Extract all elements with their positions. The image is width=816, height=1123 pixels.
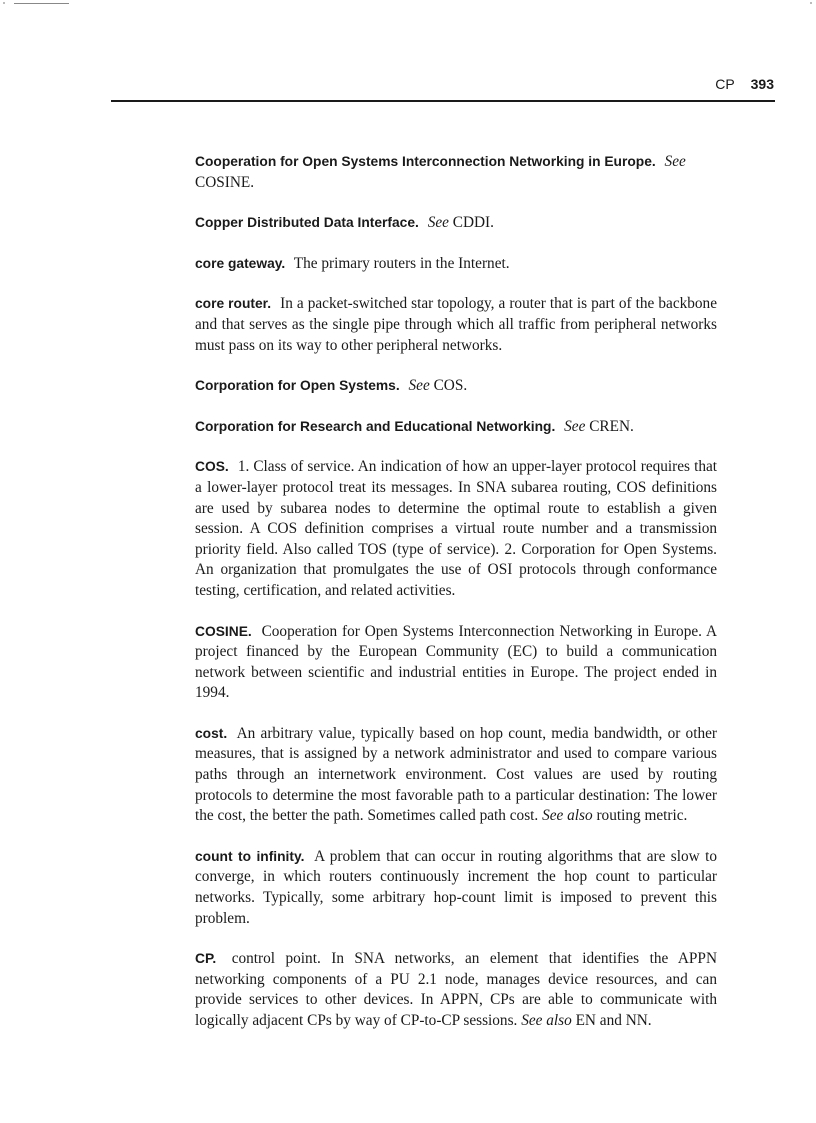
glossary-entry [195,724,717,827]
see-reference-label: See [664,153,686,170]
header-rule [111,100,775,102]
running-head [715,76,774,92]
entry-term: core router. [195,296,272,312]
entry-term: Copper Distributed Data Interface. [195,215,419,231]
see-reference-label: See also [521,1012,572,1029]
glossary-entry [195,457,717,601]
glossary-entries [195,152,717,1052]
entry-term: COSINE. [195,623,252,639]
entry-term: core gateway. [195,255,286,271]
entry-term: COS. [195,459,229,475]
see-reference-label: See [408,377,430,395]
see-reference-label: See also [542,807,593,825]
see-reference-target: CREN. [589,417,634,435]
entry-term: CP. [195,951,217,967]
see-reference-target: COS. [433,377,468,395]
glossary-entry [195,949,717,1031]
scan-corner-mark [3,2,5,4]
entry-definition: Cooperation for Open Systems Interconnection Networking in Europe. A project financed by the European Community (EC) to build a communication network between scientific and industrial entities in Europe. The project ended in 1994. [195,622,717,702]
scan-edge-line [14,3,69,4]
entry-definition: An arbitrary value, typically based on hop count, media bandwidth, or other measures, that is assigned by a network administrator and used to compare various paths through an internetwork environment. Cost values are used by routing protocols to determine the most favorable path to a particular destination: The lower the cost, the better the path. Sometimes called path cost. [195,724,717,825]
glossary-entry [195,417,717,438]
page-number: 393 [750,76,774,92]
entry-definition: A problem that can occur in routing algorithms that are slow to converge, in which routers continuously increment the hop count to particular networks. Typically, some arbitrary hop-count limit is imposed to prevent this problem. [195,847,718,927]
entry-definition: control point. In SNA networks, an element that identifies the APPN networking components of a PU 2.1 node, manages device resources, and can provide services to other devices. In APPN, CPs are able to communicate with logically adjacent CPs by way of CP-to-CP sessions. [195,950,717,1029]
glossary-entry [195,152,717,193]
scan-corner-mark [810,2,812,4]
entry-term: Cooperation for Open Systems Interconnection Networking in Europe. [195,154,656,169]
entry-term: Corporation for Open Systems. [195,378,400,394]
entry-term: count to infinity. [195,848,305,864]
see-reference-target: EN and NN. [575,1012,652,1029]
see-reference-label: See [427,214,449,232]
entry-term: Corporation for Research and Educational Networking. [195,418,556,434]
glossary-entry [195,847,717,929]
entry-definition: 1. Class of service. An indication of how an upper-layer protocol requires that a lower-layer protocol treat its messages. In SNA subarea routing, COS definitions are used by subarea nodes to determine the optimal route to establish a given session. A COS definition comprises a virtual route number and a transmission priority field. Also called TOS (type of service). 2. Corporation for Open Systems. An organization that promulgates the use of OSI protocols through conformance testing, certification, and related activities. [195,458,718,599]
see-reference-target: COSINE. [195,173,255,191]
see-reference-target: routing metric. [596,807,688,825]
glossary-entry [195,622,717,704]
glossary-entry [195,254,717,275]
running-head-section: CP [715,76,735,92]
glossary-entry [195,376,717,397]
see-reference-target: CDDI. [452,214,494,232]
entry-definition: The primary routers in the Internet. [293,254,510,272]
entry-definition: In a packet-switched star topology, a router that is part of the backbone and that serves as the single pipe through which all traffic from peripheral networks must pass on its way to other peripheral networks. [195,295,717,354]
entry-term: cost. [195,725,228,741]
see-reference-label: See [564,417,586,435]
glossary-entry [195,213,717,234]
glossary-entry [195,294,717,356]
